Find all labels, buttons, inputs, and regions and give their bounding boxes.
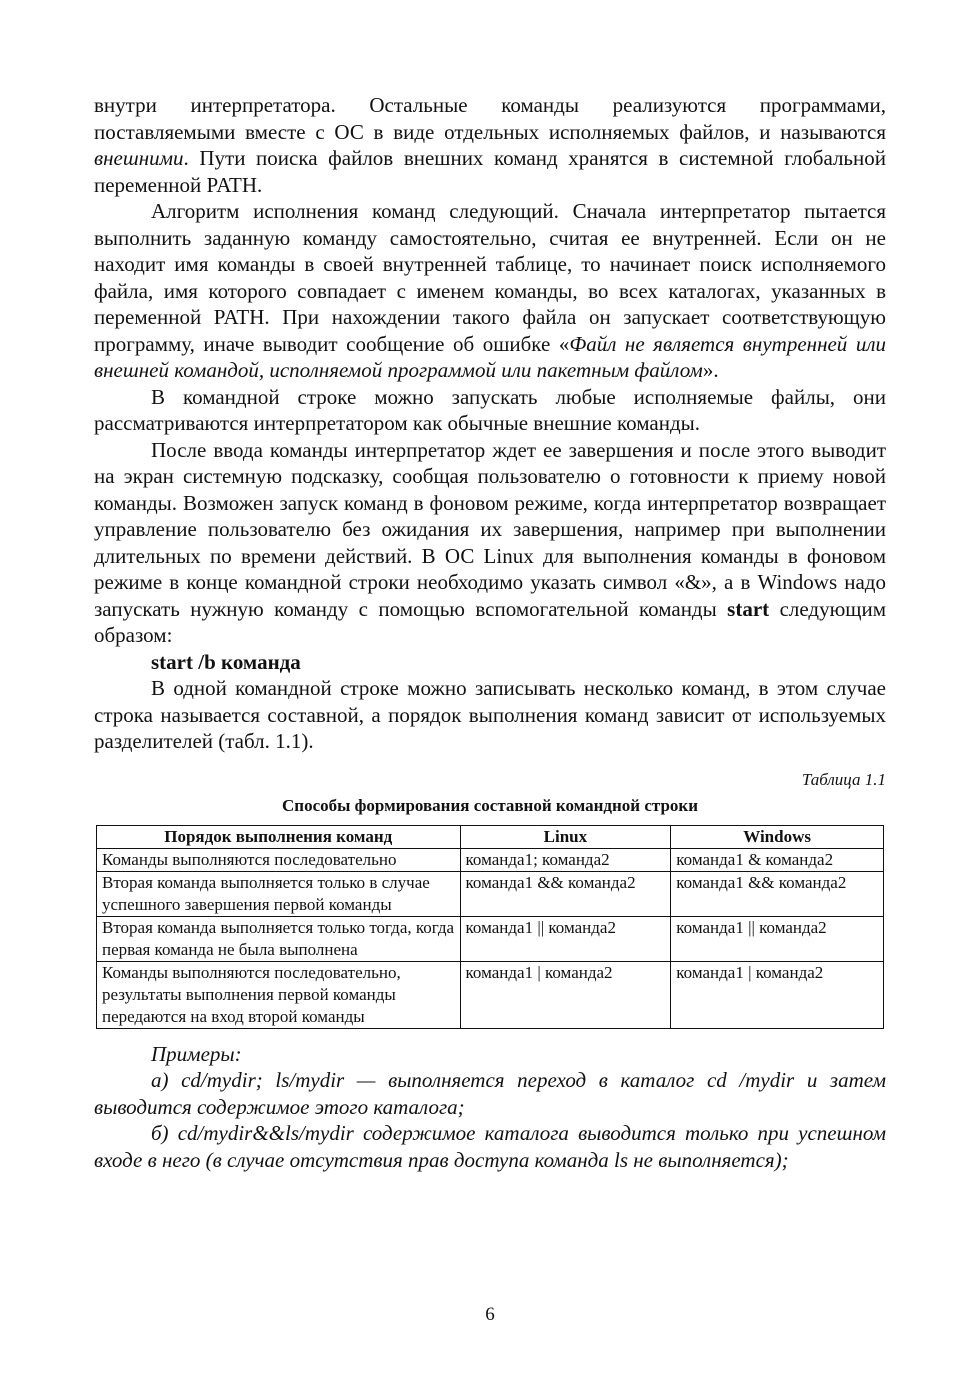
table-cell: Команды выполняются последовательно xyxy=(97,848,461,871)
table-header-row xyxy=(97,825,884,848)
table-title: Способы формирования составной командной строки xyxy=(282,795,698,815)
column-header-linux: Linux xyxy=(460,825,671,848)
command-keyword: start xyxy=(727,596,770,621)
text-run: После ввода команды интерпретатор ждет ее завершения и после этого выводит на экран системную подсказку, сообщая пользователю о готовности к приему новой команды. Возможен запуск команд в фоновом режиме, когда интерпретатор возвращает управление пользователю без ожидания их завершения, например при выполнении длительных по времени действий. В ОС Linux для выполнения команды в фоновом режиме в конце командной строки необходимо указать символ «&», а в Windows надо запускать нужную команду с помощью вспомогательной команды xyxy=(94,437,886,621)
paragraph-algorithm xyxy=(94,198,886,384)
table-cell: команда1 && команда2 xyxy=(460,871,671,916)
text-run: следующим образом: xyxy=(94,596,886,647)
table-cell: команда1 && команда2 xyxy=(671,871,884,916)
text-run: . Пути поиска файлов внешних команд хранятся в системной глобальной переменной PATH. xyxy=(94,146,886,197)
paragraph-compound-line: В одной командной строке можно записывать несколько команд, в этом случае строка называется составной, а порядок выполнения команд зависит от используемых разделителей (табл. 1.1). xyxy=(94,676,886,753)
column-header-windows: Windows xyxy=(671,825,884,848)
table-cell: команда1 || команда2 xyxy=(460,916,671,961)
examples-heading: Примеры: xyxy=(151,1041,242,1066)
text-run: Алгоритм исполнения команд следующий. Сначала интерпретатор пытается выполнить заданную команду самостоятельно, считая ее внутренней. Если он не находит имя команды в своей внутренней таблице, то начинает поиск исполняемого файла, имя которого совпадает с именем команды, во всех каталогах, указанных в переменной PATH. При нахождении такого файла он запускает соответствующую программу, иначе выводит сообщение об ошибке « xyxy=(94,199,886,356)
paragraph-executables: В командной строке можно запускать любые исполняемые файлы, они рассматриваются интерпретатором как обычные внешние команды. xyxy=(94,384,886,435)
table-cell: команда1 || команда2 xyxy=(671,916,884,961)
command-example: start /b команда xyxy=(151,649,301,674)
paragraph-background-mode xyxy=(94,437,886,649)
text-run: внутри интерпретатора. Остальные команды реализуются программами, поставляемыми вместе с ОС в виде отдельных исполняемых файлов, и называются xyxy=(94,93,886,144)
paragraph-intro xyxy=(94,92,886,198)
table-cell: команда1 | команда2 xyxy=(460,961,671,1028)
table-row xyxy=(97,961,884,1028)
table-cell: команда1; команда2 xyxy=(460,848,671,871)
table-row xyxy=(97,848,884,871)
table-row xyxy=(97,871,884,916)
table-cell: команда1 | команда2 xyxy=(671,961,884,1028)
page-content xyxy=(94,92,886,1173)
table-row xyxy=(97,916,884,961)
example-b: б) cd/mydir&&ls/mydir содержимое каталога выводится только при успешном входе в него (в случае отсутствия прав доступа команда ls не выполняется); xyxy=(94,1121,886,1172)
column-header-order: Порядок выполнения команд xyxy=(97,825,461,848)
emphasis-term: внешними xyxy=(94,146,184,170)
example-a: а) cd/mydir; ls/mydir — выполняется переход в каталог cd /mydir и затем выводится содержимое этого каталога; xyxy=(94,1068,886,1119)
error-message-quote: Файл не является внутренней или внешней командой, исполняемой программой или пакетным файлом xyxy=(94,331,886,382)
table-cell: Вторая команда выполняется только тогда, когда первая команда не была выполнена xyxy=(97,916,461,961)
page-number: 6 xyxy=(485,1304,495,1325)
table-cell: Команды выполняются последовательно, результаты выполнения первой команды передаются на вход второй команды xyxy=(97,961,461,1028)
table-cell: команда1 & команда2 xyxy=(671,848,884,871)
table-caption: Таблица 1.1 xyxy=(801,769,886,789)
table-cell: Вторая команда выполняется только в случае успешного завершения первой команды xyxy=(97,871,461,916)
text-run: ». xyxy=(702,358,719,382)
compound-command-table xyxy=(96,825,884,1029)
examples-section xyxy=(94,1041,886,1174)
